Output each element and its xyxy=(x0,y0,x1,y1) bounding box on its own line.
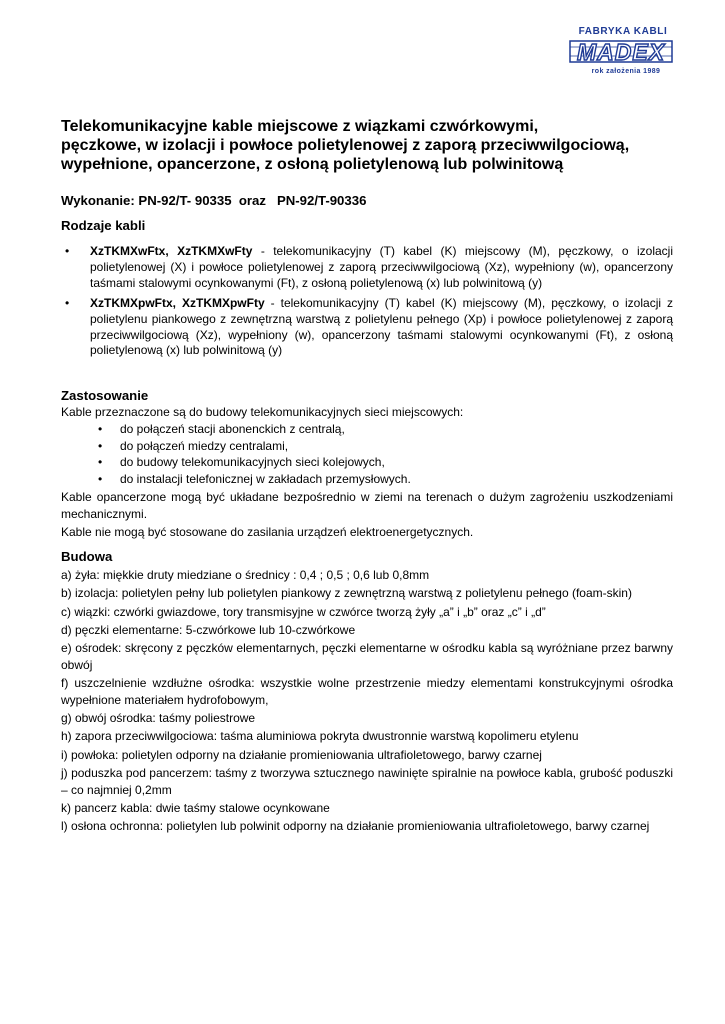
application-item: • do połączeń stacji abonenckich z centralą, xyxy=(98,422,345,436)
construction-item: b) izolacja: polietylen pełny lub polietylen piankowy z zewnętrzną warstwą z polietylenu pełnego (foam-skin) xyxy=(61,586,632,601)
cable-type-name: XzTKMXpwFtx, XzTKMXpwFty xyxy=(90,295,265,310)
construction-list xyxy=(61,567,673,837)
construction-item: f) uszczelnienie wzdłużne ośrodka: wszystkie wolne przestrzenie miedzy elementami konstrukcyjnymi ośrodka wypełnione materiałem hydrofobowym, xyxy=(61,676,673,707)
cable-type-description: - telekomunikacyjny (T) kabel (K) miejscowy (M), pęczkowy, o izolacji polietylenowej (X) i powłoce polietylenowej z zaporą przeciwwilgociową (Xz), wypełniony (w), opancerzony taśmami stalowymi ocynkowanymi (Ft), z osłoną polietylenową (x) lub polwinitową (y) xyxy=(90,244,673,290)
application-list xyxy=(96,421,411,487)
bullet-icon: • xyxy=(98,471,103,486)
construction-item: c) wiązki: czwórki gwiazdowe, tory transmisyjne w czwórce tworzą żyły „a” i „b” oraz „c” i „d” xyxy=(61,604,546,619)
construction-item: l) osłona ochronna: polietylen lub polwinit odporny na działanie promieniowania ultrafioletowego, barwy czarnej xyxy=(61,819,650,834)
bullet-icon: • xyxy=(98,438,103,453)
bullet-icon: • xyxy=(65,295,70,310)
cable-type-name: XzTKMXwFtx, XzTKMXwFty xyxy=(90,244,253,258)
construction-item: a) żyła: miękkie druty miedziane o średnicy : 0,4 ; 0,5 ; 0,6 lub 0,8mm xyxy=(61,568,430,582)
types-heading: Rodzaje kabli xyxy=(61,218,146,233)
page-title xyxy=(61,117,681,174)
title-line-1: Telekomunikacyjne kable miejscowe z wiązkami czwórkowymi, xyxy=(61,118,539,135)
application-note-armored: Kable opancerzone mogą być układane bezpośrednio w ziemi na terenach o dużym zagrożeniu uszkodzeniami mechanicznymi. xyxy=(61,490,673,521)
construction-item: g) obwój ośrodka: taśmy poliestrowe xyxy=(61,711,256,726)
madex-logo xyxy=(568,26,678,86)
bullet-icon: • xyxy=(98,422,103,436)
construction-item: i) powłoka: polietylen odporny na działanie promieniowania ultrafioletowego, barwy czarnej xyxy=(61,747,542,762)
application-note-power: Kable nie mogą być stosowane do zasilania urządzeń elektroenergetycznych. xyxy=(61,525,474,539)
logo-company-text: FABRYKA KABLI xyxy=(578,26,668,37)
cable-type-item xyxy=(61,244,673,292)
construction-item: d) pęczki elementarne: 5-czwórkowe lub 10-czwórkowe xyxy=(61,622,356,637)
application-item: • do połączeń miedzy centralami, xyxy=(98,438,289,453)
construction-item: j) poduszka pod pancerzem: taśmy z tworzywa sztucznego nawinięte spiralnie na powłoce kabla, grubość poduszki – co najmniej 0,2mm xyxy=(61,766,673,797)
cable-type-description: - telekomunikacyjny (T) kabel (K) miejscowy (M), pęczkowy, o izolacji z polietylenu piankowego z zewnętrzną warstwą z polietylenu pełnego (Xp) i powłoce polietylenowej z zaporą przeciwwilgociową (Xz), wypełniony (w), opancerzony taśmami stalowymi ocynkowanymi (Ft), z osłoną polietylenową (x) lub polwinitową (y) xyxy=(90,295,674,358)
construction-item: k) pancerz kabla: dwie taśmy stalowe ocynkowane xyxy=(61,801,330,816)
construction-heading: Budowa xyxy=(61,549,113,564)
logo-founded-text: rok założenia 1989 xyxy=(591,68,661,75)
construction-item: e) ośrodek: skręcony z pęczków elementarnych, pęczki elementarne w ośrodku kabla są wyróżniane przez barwny obwój xyxy=(61,641,673,672)
application-item: • do budowy telekomunikacyjnych sieci kolejowych, xyxy=(98,455,385,470)
cable-type-item xyxy=(61,296,673,360)
bullet-icon: • xyxy=(65,244,70,258)
application-intro: Kable przeznaczone są do budowy telekomunikacyjnych sieci miejscowych: xyxy=(61,405,464,419)
cable-types-list xyxy=(61,244,673,363)
application-heading: Zastosowanie xyxy=(61,388,149,403)
logo-brand-text: MADEX xyxy=(576,39,666,65)
construction-item: h) zapora przeciwwilgociowa: taśma aluminiowa pokryta dwustronnie warstwą kopolimeru etylenu xyxy=(61,729,579,744)
title-line-2: pęczkowe, w izolacji i powłoce polietylenowej z zaporą przeciwwilgociową, xyxy=(61,137,630,154)
application-item: • do instalacji telefonicznej w zakładach przemysłowych. xyxy=(98,471,411,486)
bullet-icon: • xyxy=(98,455,103,470)
title-line-3: wypełnione, opancerzone, z osłoną polietylenową lub polwinitową xyxy=(61,156,564,173)
logo-brand-mark xyxy=(568,38,674,66)
standard-line: Wykonanie: PN-92/T- 90335 oraz PN-92/T-90336 xyxy=(61,193,367,208)
